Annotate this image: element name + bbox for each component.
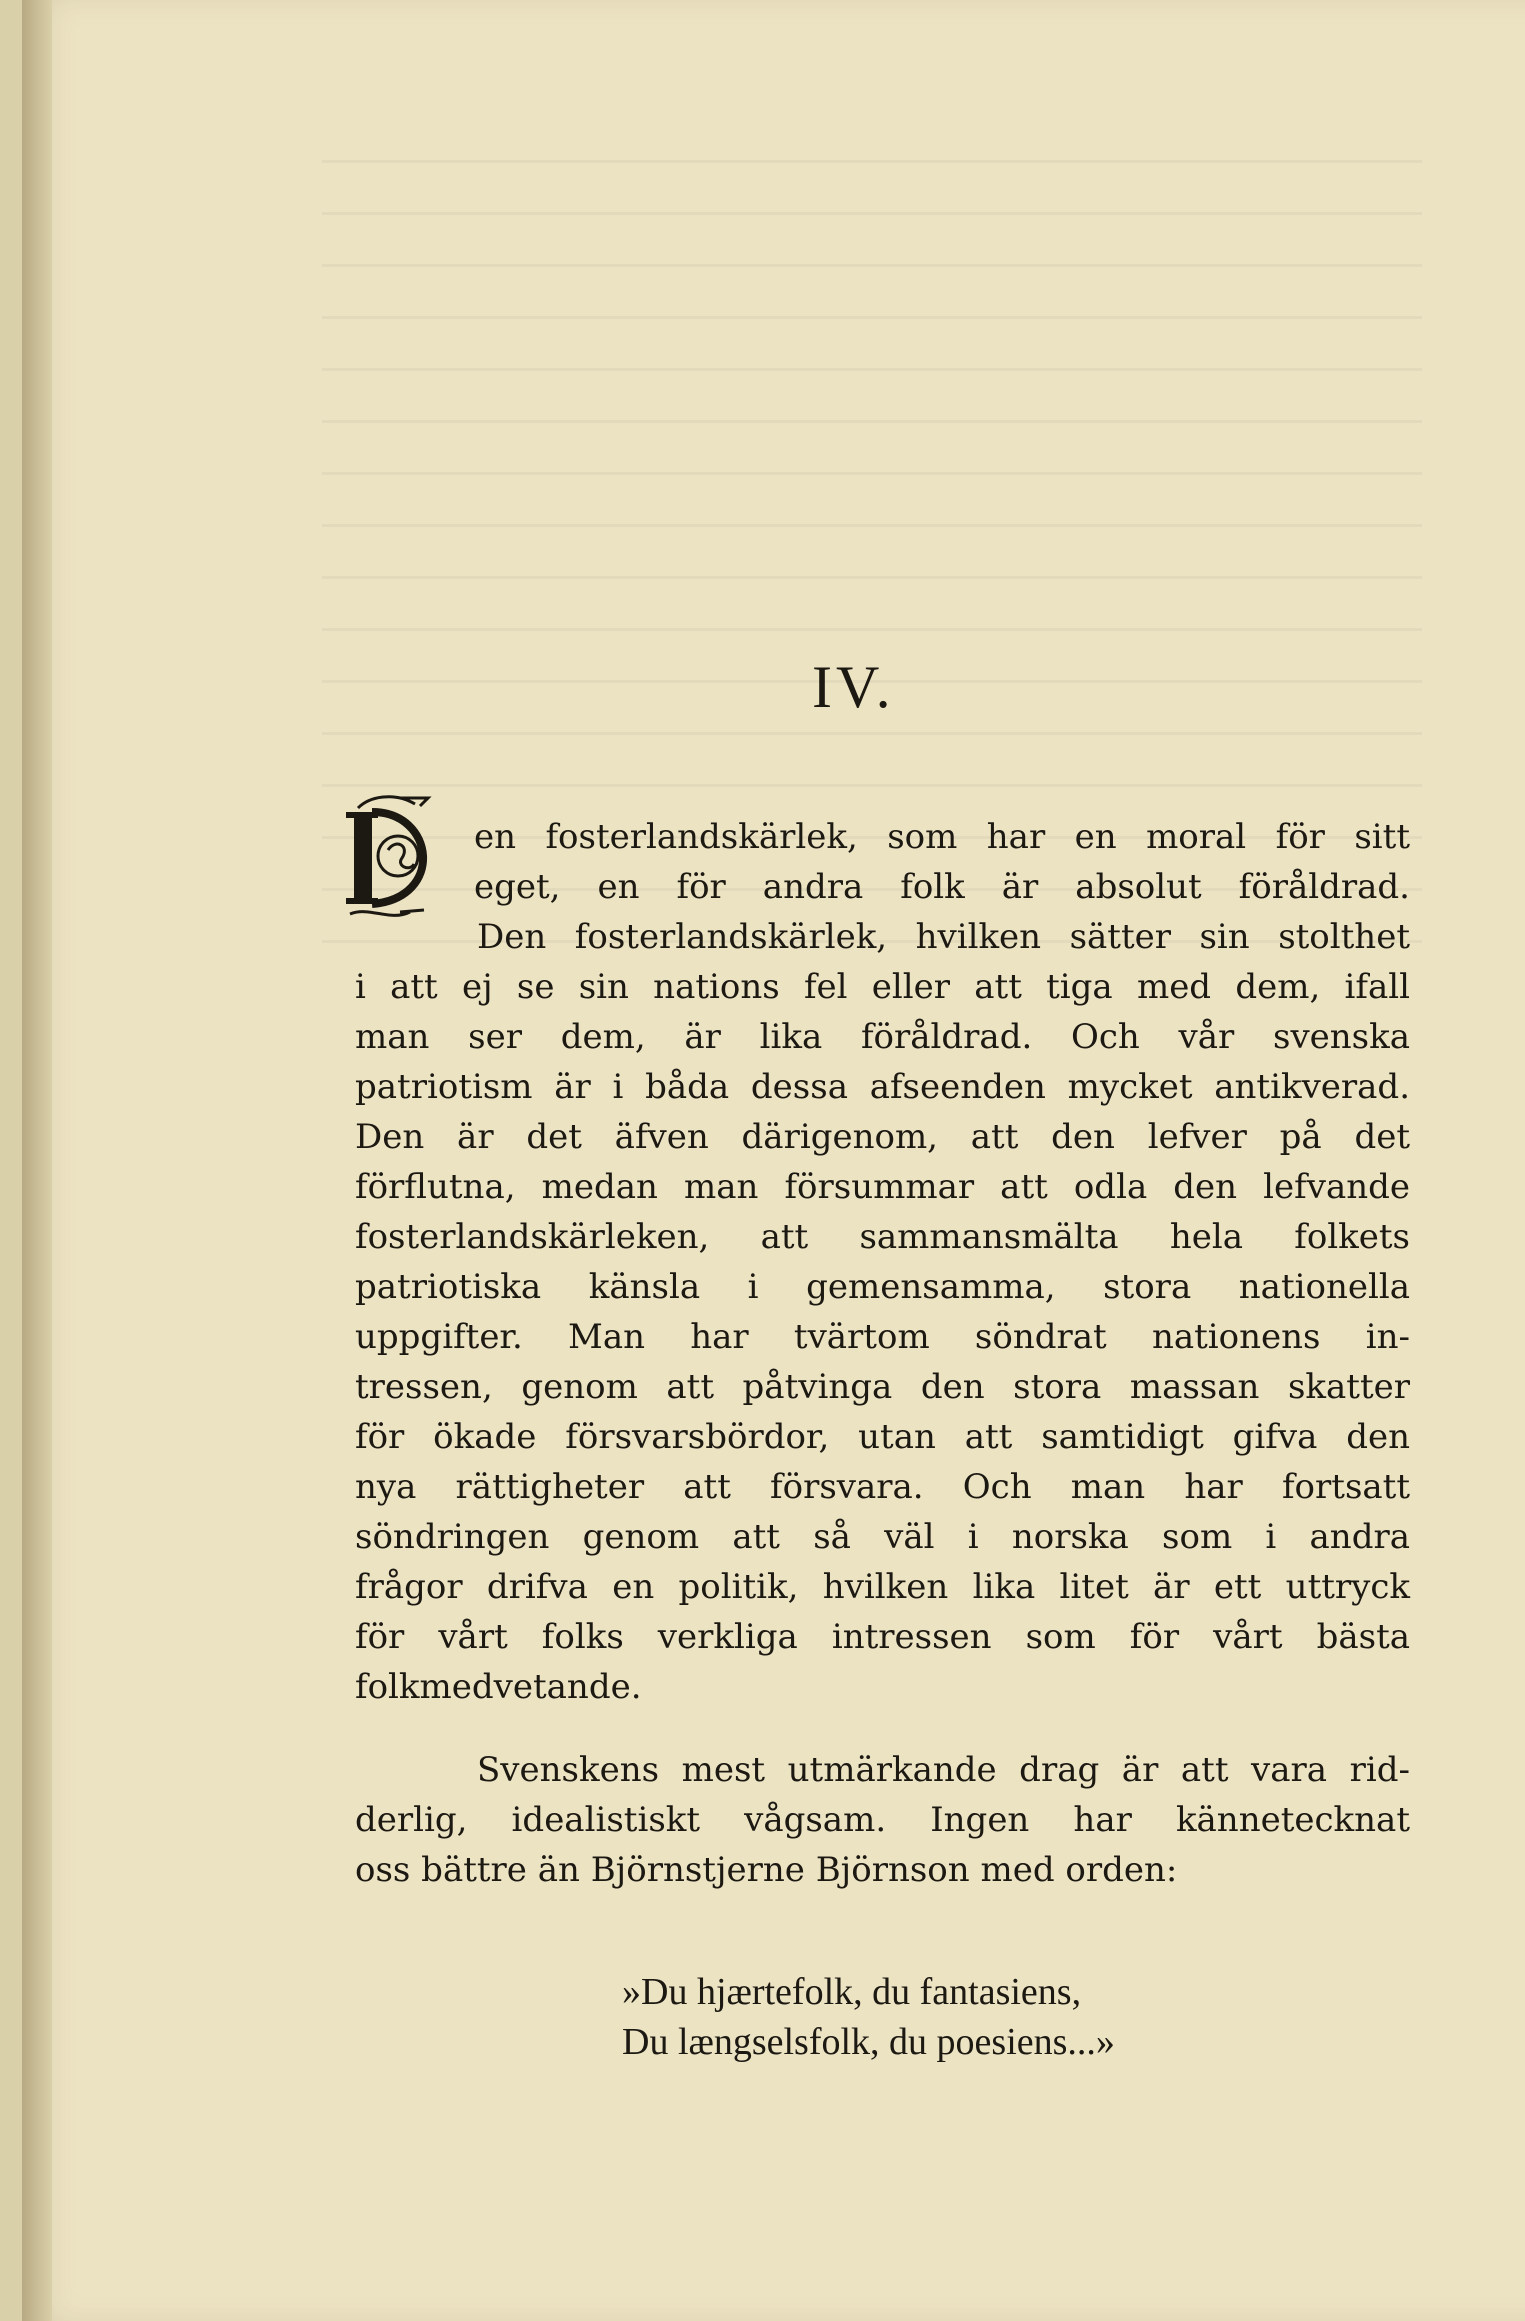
text-line: Den är det äfven därigenom, att den lefver på det <box>355 1117 1410 1157</box>
text-line: en fosterlandskärlek, som har en moral för sitt <box>474 817 1410 857</box>
dropcap-ornament <box>340 790 450 930</box>
book-page <box>22 0 1525 2321</box>
text-line: patriotiska känsla i gemensamma, stora nationella <box>355 1267 1410 1307</box>
text-line: uppgifter. Man har tvärtom söndrat nationens in- <box>355 1317 1410 1357</box>
text-line: för ökade försvarsbördor, utan att samtidigt gifva den <box>355 1417 1410 1457</box>
text-line: Den fosterlandskärlek, hvilken sätter sin stolthet <box>477 917 1410 957</box>
text-line: i att ej se sin nations fel eller att tiga med dem, ifall <box>355 967 1410 1007</box>
text-line: patriotism är i båda dessa afseenden mycket antikverad. <box>355 1067 1410 1107</box>
text-line: man ser dem, är lika föråldrad. Och vår svenska <box>355 1017 1410 1057</box>
text-line: tressen, genom att påtvinga den stora massan skatter <box>355 1367 1410 1407</box>
text-line: söndringen genom att så väl i norska som i andra <box>355 1517 1410 1557</box>
text-line: förflutna, medan man försummar att odla den lefvande <box>355 1167 1410 1207</box>
page-gutter-edge <box>22 0 52 2321</box>
text-line: Svenskens mest utmärkande drag är att vara rid- <box>477 1750 1410 1790</box>
text-line: folkmedvetande. <box>355 1667 642 1707</box>
quote-line: Du længselsfolk, du poesiens...» <box>622 2021 1115 2063</box>
quote-line: »Du hjærtefolk, du fantasiens, <box>622 1971 1082 2013</box>
text-line: nya rättigheter att försvara. Och man har fortsatt <box>355 1467 1410 1507</box>
text-line: frågor drifva en politik, hvilken lika litet är ett uttryck <box>355 1567 1410 1607</box>
text-line: fosterlandskärleken, att sammansmälta hela folkets <box>355 1217 1410 1257</box>
chapter-number: IV. <box>812 654 895 720</box>
text-line: derlig, idealistiskt vågsam. Ingen har kännetecknat <box>355 1800 1410 1840</box>
text-line: oss bättre än Björnstjerne Björnson med orden: <box>355 1850 1178 1890</box>
text-line: eget, en för andra folk är absolut föråldrad. <box>474 867 1410 907</box>
text-line: för vårt folks verkliga intressen som för vårt bästa <box>355 1617 1410 1657</box>
